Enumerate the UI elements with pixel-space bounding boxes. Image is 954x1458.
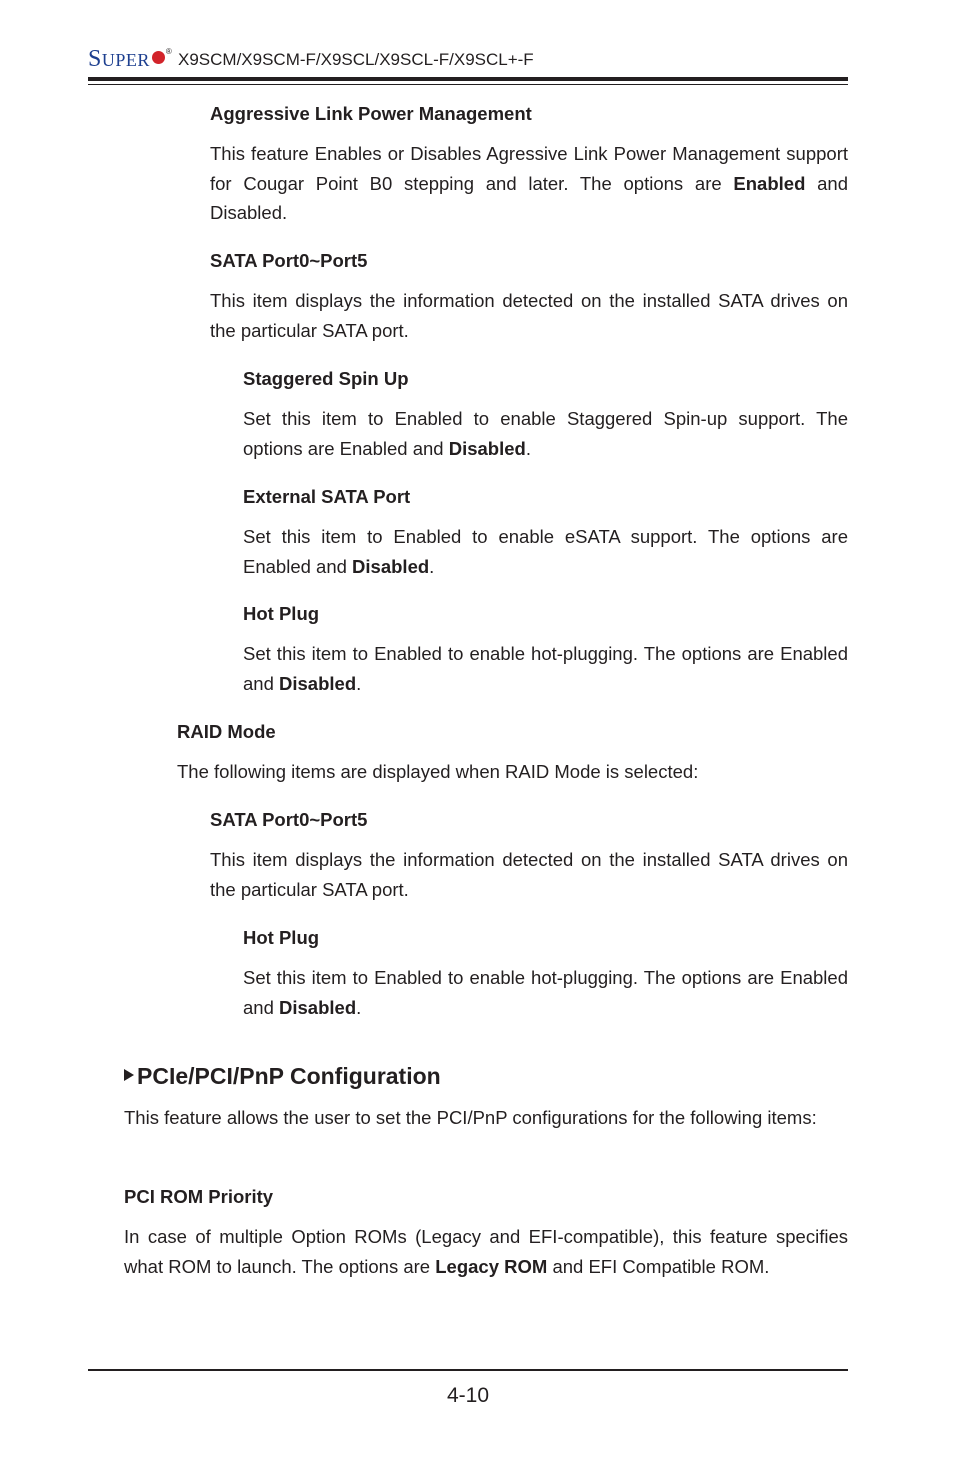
sata-ports-section: [210, 809, 848, 904]
header-rule: [88, 77, 848, 81]
section-heading: External SATA Port: [243, 486, 411, 507]
section-text: This item displays the information detected on the installed SATA drives on the particular SATA port.: [210, 849, 848, 900]
section-heading: Staggered Spin Up: [243, 368, 409, 389]
pci-rom-priority-section: [124, 1186, 848, 1281]
section-text: Set this item to Enabled to enable eSATA support. The options are Enabled and Disabled.: [243, 526, 848, 577]
section-heading: RAID Mode: [177, 721, 276, 742]
pcie-config-section: [124, 1103, 848, 1133]
model-list: X9SCM/X9SCM-F/X9SCL/X9SCL-F/X9SCL+-F: [178, 50, 534, 69]
raid-mode-section: [177, 721, 848, 787]
section-heading: SATA Port0~Port5: [210, 250, 368, 271]
alpm-section: [210, 103, 848, 228]
section-text: This feature Enables or Disables Agressive Link Power Management support for Cougar Point B0 stepping and later. The options are Enabled and Disabled.: [210, 143, 848, 223]
section-text: This item displays the information detected on the installed SATA drives on the particular SATA port.: [210, 290, 848, 341]
hot-plug-section: [243, 927, 848, 1022]
triangle-bullet-icon: [124, 1069, 134, 1081]
logo-red-dot: [152, 51, 165, 64]
header-rule-thin: [88, 84, 848, 85]
supermicro-logo: [88, 46, 172, 72]
sata-ports-section: [210, 250, 848, 345]
section-heading: Hot Plug: [243, 603, 320, 624]
page-number: 4-10: [446, 1384, 490, 1407]
section-text: In case of multiple Option ROMs (Legacy and EFI-compatible), this feature specifies what ROM to launch. The options are Legacy ROM and EFI Compatible ROM.: [124, 1226, 848, 1277]
section-text: Set this item to Enabled to enable Staggered Spin-up support. The options are Enabled and Disabled.: [243, 408, 848, 459]
section-heading: Aggressive Link Power Management: [210, 103, 532, 124]
hot-plug-section: [243, 603, 848, 698]
registered-mark: ®: [165, 47, 172, 56]
section-heading: PCI ROM Priority: [124, 1186, 274, 1207]
pcie-config-heading: PCIe/PCI/PnP Configuration: [124, 1063, 441, 1090]
footer-rule: [88, 1369, 848, 1371]
section-text: Set this item to Enabled to enable hot-plugging. The options are Enabled and Disabled.: [243, 967, 848, 1018]
external-sata-section: [243, 486, 848, 581]
section-text: Set this item to Enabled to enable hot-plugging. The options are Enabled and Disabled.: [243, 643, 848, 694]
staggered-spin-up-section: [243, 368, 848, 463]
section-heading: SATA Port0~Port5: [210, 809, 368, 830]
page-header: [88, 44, 848, 78]
section-text: This feature allows the user to set the PCI/PnP configurations for the following items:: [124, 1107, 817, 1128]
logo-wordmark: SUPER: [88, 46, 150, 72]
section-heading: Hot Plug: [243, 927, 320, 948]
section-text: The following items are displayed when RAID Mode is selected:: [177, 761, 699, 782]
